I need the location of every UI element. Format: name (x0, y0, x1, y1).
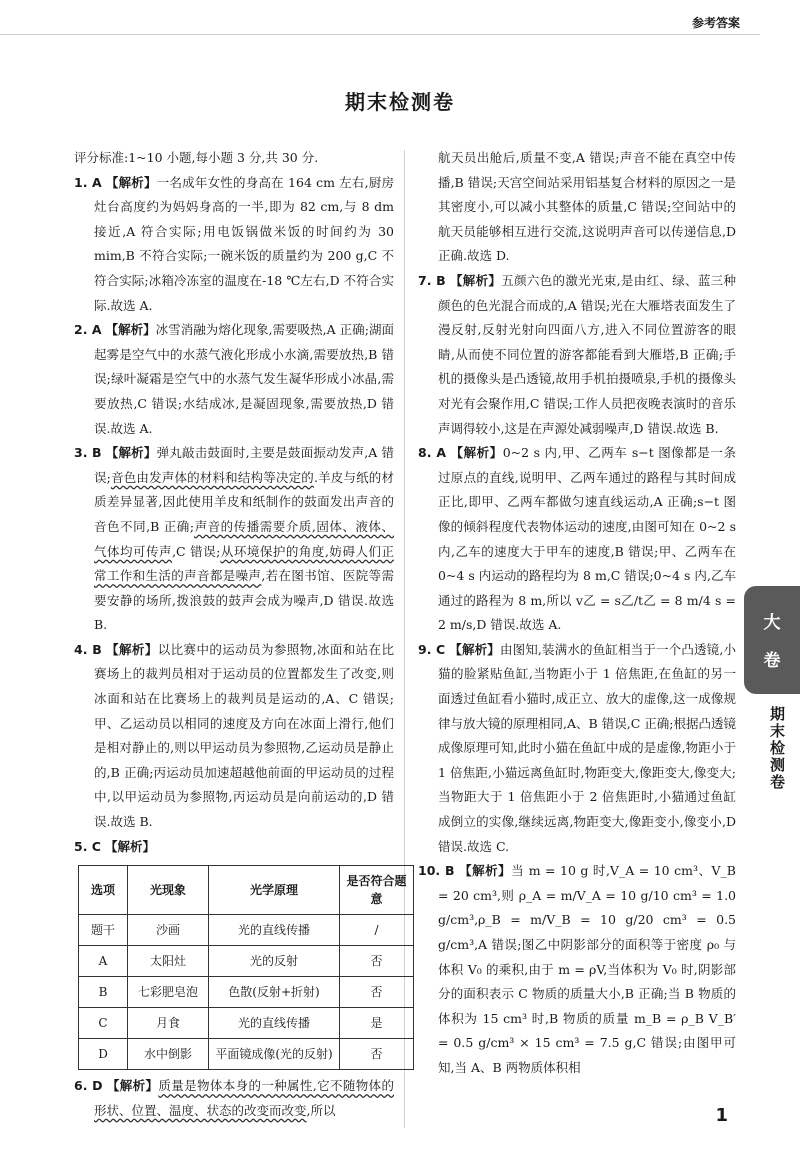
table-cell: / (340, 915, 414, 946)
q7-tag: 【解析】 (449, 272, 502, 288)
q4-number: 4. B (74, 641, 102, 657)
q7-text: 五颜六色的激光光束,是由红、绿、蓝三种颜色的色光混合而成的,A 错误;光在大雁塔表面发生了漫反射,反射光射向四面八方,进入不同位置游客的眼睛,从而使不同位置的游客都能看到大雁塔,B 正确;手机的摄像头是凸透镜,故用手机拍摄喷泉,手机的摄像头对光有会聚作用,C 错误;工作人员把夜晚表演时的音乐声调得较小,这是在声源处减弱噪声,D 错误.故选 B. (438, 272, 736, 436)
table-cell: C (79, 1008, 128, 1039)
q3-text-2: .羊皮与纸的材质差异显著,因此使用羊皮和纸制作的鼓面发出声音的音色不同,B 正确; (94, 469, 394, 534)
q9-number: 9. C (418, 641, 446, 657)
table-cell: A (79, 946, 128, 977)
q8-tag: 【解析】 (450, 445, 503, 461)
table-row (79, 946, 414, 977)
q5-number: 5. C (74, 838, 101, 854)
q1-tag: 【解析】 (105, 174, 157, 190)
table-header: 光现象 (128, 866, 209, 915)
left-column (74, 146, 407, 1123)
table-cell: 太阳灶 (128, 946, 209, 977)
table-cell: 平面镜成像(光的反射) (209, 1039, 340, 1070)
answer-q10 (418, 859, 736, 1080)
page-number: 1 (715, 1105, 728, 1126)
q5-tag: 【解析】 (104, 838, 155, 854)
table-header-row (79, 866, 414, 915)
q1-text: 一名成年女性的身高在 164 cm 左右,厨房灶台高度约为妈妈身高的一半,即为 82 cm,与 8 dm 接近,A 符合实际;用电饭锅做米饭的时间约为 30 mim,B 不符合实际;一碗米饭的质量约为 200 g,C 不符合实际;冰箱冷冻室的温度在-18 ℃左右,D 不符合实际.故选 A. (94, 174, 394, 313)
q8-text: 0~2 s 内,甲、乙两车 s−t 图像都是一条过原点的直线,说明甲、乙两车通过的路程与其时间成正比,即甲、乙两车都做匀速直线运动,A 正确;s−t 图像的倾斜程度代表物体运动的速度,由图可知在 0~2 s 内,乙车的速度大于甲车的速度,B 错误;甲、乙两车在 0~4 s 内运动的路程均为 8 m,C 错误;0~4 s 内,乙车通过的路程为 8 m,所以 v乙 = s乙/t乙 = 8 m/4 s = 2 m/s,D 错误.故选 A. (438, 445, 736, 633)
q10-number: 10. B (418, 863, 455, 879)
table-row (79, 1039, 414, 1070)
answer-q3 (74, 441, 394, 638)
scoring-standard: 评分标准:1~10 小题,每小题 3 分,共 30 分. (74, 150, 319, 165)
table-cell: 否 (340, 1039, 414, 1070)
table-cell: B (79, 977, 128, 1008)
table-header: 是否符合题意 (340, 866, 414, 915)
section-tab (744, 586, 800, 694)
header-label: 参考答案 (691, 16, 740, 30)
q7-number: 7. B (418, 272, 446, 288)
table-cell: 是 (340, 1008, 414, 1039)
q3-text-1: 弹丸敲击鼓面时,主要是鼓面振动发声,A 错误; (94, 445, 394, 485)
q8-number: 8. A (418, 445, 447, 461)
table-cell: 水中倒影 (128, 1039, 209, 1070)
q9-tag: 【解析】 (449, 641, 500, 657)
q2-text: 冰雪消融为熔化现象,需要吸热,A 正确;湖面起雾是空气中的水蒸气液化形成小水滴,需要放热,B 错误;绿叶凝霜是空气中的水蒸气发生凝华形成小冰晶,需要放热,C 错误;水结成冰,是凝固现象,需要放热,D 错误.故选 A. (94, 322, 394, 436)
q2-tag: 【解析】 (105, 322, 156, 338)
table-cell: 否 (340, 977, 414, 1008)
answer-q7 (418, 269, 736, 441)
q3-underline-1: 音色由发声体的材料和结构等决定的 (110, 469, 314, 485)
table-row (79, 1008, 414, 1039)
section-tab-char-2: 卷 (763, 651, 781, 671)
q6-text: ,所以 (306, 1102, 336, 1118)
table-cell: 题干 (79, 915, 128, 946)
answer-q8 (418, 441, 736, 638)
table-cell: 否 (340, 946, 414, 977)
table-header: 光学原理 (209, 866, 340, 915)
table-cell: 沙画 (128, 915, 209, 946)
right-column (418, 146, 736, 1081)
table-row (79, 977, 414, 1008)
answer-q6-continued: 航天员出舱后,质量不变,A 错误;声音不能在真空中传播,B 错误;天宫空间站采用铝基复合材料的原因之一是其密度小,可以减小其整体的质量,C 错误;空间站中的航天员能够相互进行交流,这说明声音可以传递信息,D 正确.故选 D. (438, 150, 736, 264)
page-title: 期末检测卷 (345, 90, 455, 114)
q3-number: 3. B (74, 445, 102, 461)
table-cell: 色散(反射+折射) (209, 977, 340, 1008)
table-cell: 七彩肥皂泡 (128, 977, 209, 1008)
table-cell: D (79, 1039, 128, 1070)
table-cell: 光的直线传播 (209, 915, 340, 946)
table-cell: 光的直线传播 (209, 1008, 340, 1039)
q2-number: 2. A (74, 322, 102, 338)
q3-underline-3: 从环境保护的角度,妨碍人们正常工作和生活的声音都是噪声 (94, 543, 394, 584)
q10-tag: 【解析】 (459, 863, 512, 879)
q9-text: 由图知,装满水的鱼缸相当于一个凸透镜,小猫的脸紧贴鱼缸,当物距小于 1 倍焦距,在鱼缸的另一面透过鱼缸看小猫时,成正立、放大的虚像,这一成像规律与放大镜的原理相同,A、B 错误,C 正确;根据凸透镜成像原理可知,此时小猫在鱼缸中成的是虚像,物距小于 1 倍焦距,小猫远离鱼缸时,物距变大,像距变大,像变大;当物距大于 1 倍焦距小于 2 倍焦距时,小猫通过鱼缸成倒立的实像,继续远离,物距变大,像距变小,像变小,D 错误.故选 C. (438, 641, 736, 854)
optics-table (78, 865, 414, 1070)
q4-tag: 【解析】 (106, 641, 158, 657)
q3-text-4: ,若在图书馆、医院等需要安静的场所,拨浪鼓的鼓声会成为噪声,D 错误.故选 B. (94, 568, 394, 633)
q6-number: 6. D (74, 1078, 103, 1094)
q1-number: 1. A (74, 174, 102, 190)
section-tab-char-1: 大 (763, 613, 781, 633)
header-divider (0, 34, 760, 35)
answer-q5 (74, 835, 394, 860)
section-label-vertical: 期末检测卷 (768, 706, 786, 791)
answer-q2 (74, 318, 394, 441)
q6-underline: 质量是物体本身的一种属性,它不随物体的形状、位置、温度、状态的改变而改变 (94, 1078, 394, 1118)
q6-tag: 【解析】 (106, 1078, 159, 1094)
q3-tag: 【解析】 (105, 445, 157, 461)
table-header: 选项 (79, 866, 128, 915)
q4-text: 以比赛中的运动员为参照物,冰面和站在比赛场上的裁判员相对于运动员的位置都发生了改变,则冰面和站在比赛场上的裁判员是运动的,A、C 错误;甲、乙运动员以相同的速度及方向在冰面上滑行,他们是相对静止的,则以甲运动员为参照物,乙运动员是静止的,B 正确;丙运动员加速超越他前面的甲运动员的过程中,以甲运动员为参照物,丙运动员是向前运动的,D 错误.故选 B. (94, 641, 394, 830)
q3-underline-2: 声音的传播需要介质,固体、液体、气体均可传声 (94, 518, 394, 559)
table-row (79, 915, 414, 946)
answer-q6 (74, 1074, 394, 1123)
answer-q9 (418, 638, 736, 859)
table-cell: 月食 (128, 1008, 209, 1039)
q10-text: 当 m = 10 g 时,V_A = 10 cm³、V_B = 20 cm³,则 ρ_A = m/V_A = 10 g/10 cm³ = 1.0 g/cm³,ρ_B = m/V_B = 10 g/20 cm³ = 0.5 g/cm³,A 错误;图乙中阴影部分的面积等于密度 ρ₀ 与体积 V₀ 的乘积,由于 m = ρV,当体积为 V₀ 时,阴影部分的面积表示 C 物质的质量大小,B 正确;当 B 物质的体积为 15 cm³ 时,B 物质的质量 m_B = ρ_B V_B′ = 0.5 g/cm³ × 15 cm³ = 7.5 g,C 错误;由图甲可知,当 A、B 两物质体积相 (438, 863, 736, 1075)
answer-q4 (74, 638, 394, 835)
q3-text-3: ,C 错误; (172, 543, 221, 559)
table-cell: 光的反射 (209, 946, 340, 977)
answer-q1 (74, 171, 394, 319)
